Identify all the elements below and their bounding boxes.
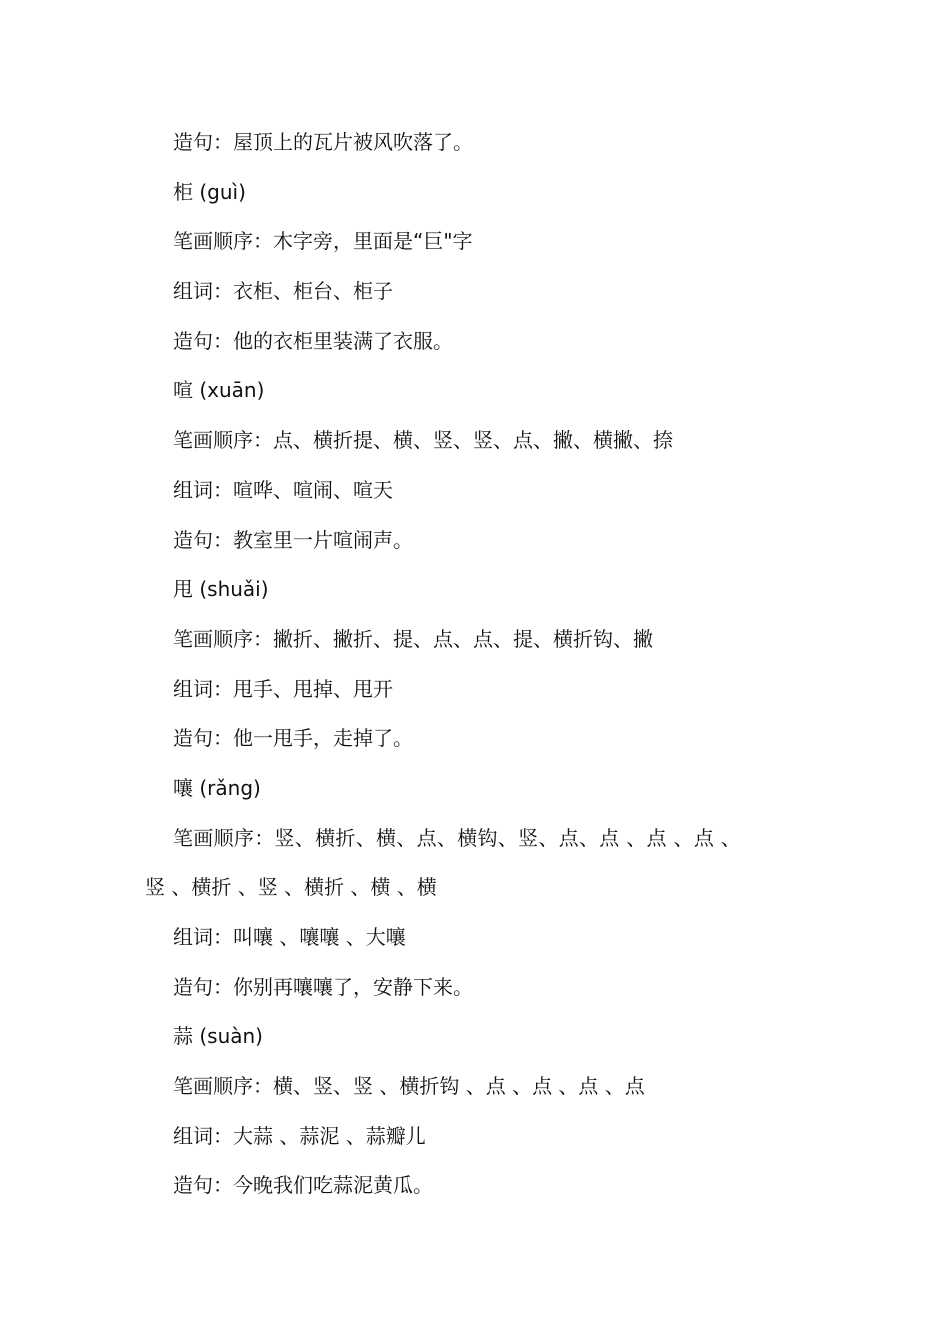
stroke-order-line: 笔画顺序：横、竖、竖 、横折钩 、点 、点 、点 、点: [173, 1074, 645, 1099]
sentence-line: 造句：他的衣柜里装满了衣服。: [173, 328, 453, 353]
character-heading-shuai: 甩 (shuǎi): [173, 577, 269, 602]
sentence-line: 造句：屋顶上的瓦片被风吹落了。: [173, 130, 473, 154]
character-heading-xuan: 喧 (xuān): [173, 378, 265, 403]
stroke-order-line: 笔画顺序：撇折、撇折、提、点、点、提、横折钩、撇: [173, 626, 653, 651]
document-body: [145, 130, 815, 1223]
stroke-order-continuation-line: 竖 、横折 、竖 、横折 、横 、横: [145, 875, 437, 900]
sentence-line: 造句：他一甩手，走掉了。: [173, 726, 413, 751]
character-heading-gui: 柜 (guì): [173, 179, 246, 204]
word-group-line: 组词：甩手、甩掉、甩开: [173, 676, 393, 701]
sentence-line: 造句：教室里一片喧闹声。: [173, 527, 413, 552]
stroke-order-line: 笔画顺序：竖、横折、横、点、横钩、竖、点、点 、点 、点 、: [173, 825, 742, 850]
sentence-line: 造句：今晚我们吃蒜泥黄瓜。: [173, 1173, 433, 1198]
character-heading-rang: 嚷 (rǎng): [173, 775, 261, 800]
stroke-order-line: 笔画顺序：点、横折提、横、竖、竖、点、撇、横撇、捺: [173, 428, 673, 453]
sentence-line: 造句：你别再嚷嚷了，安静下来。: [173, 974, 473, 999]
word-group-line: 组词：叫嚷 、嚷嚷 、大嚷: [173, 925, 406, 949]
word-group-line: 组词：大蒜 、蒜泥 、蒜瓣儿: [173, 1123, 426, 1148]
word-group-line: 组词：衣柜、柜台、柜子: [173, 279, 393, 304]
word-group-line: 组词：喧哗、喧闹、喧天: [173, 477, 393, 502]
stroke-order-line: 笔画顺序：木字旁，里面是“巨"字: [173, 229, 473, 254]
character-heading-suan: 蒜 (suàn): [173, 1024, 263, 1049]
